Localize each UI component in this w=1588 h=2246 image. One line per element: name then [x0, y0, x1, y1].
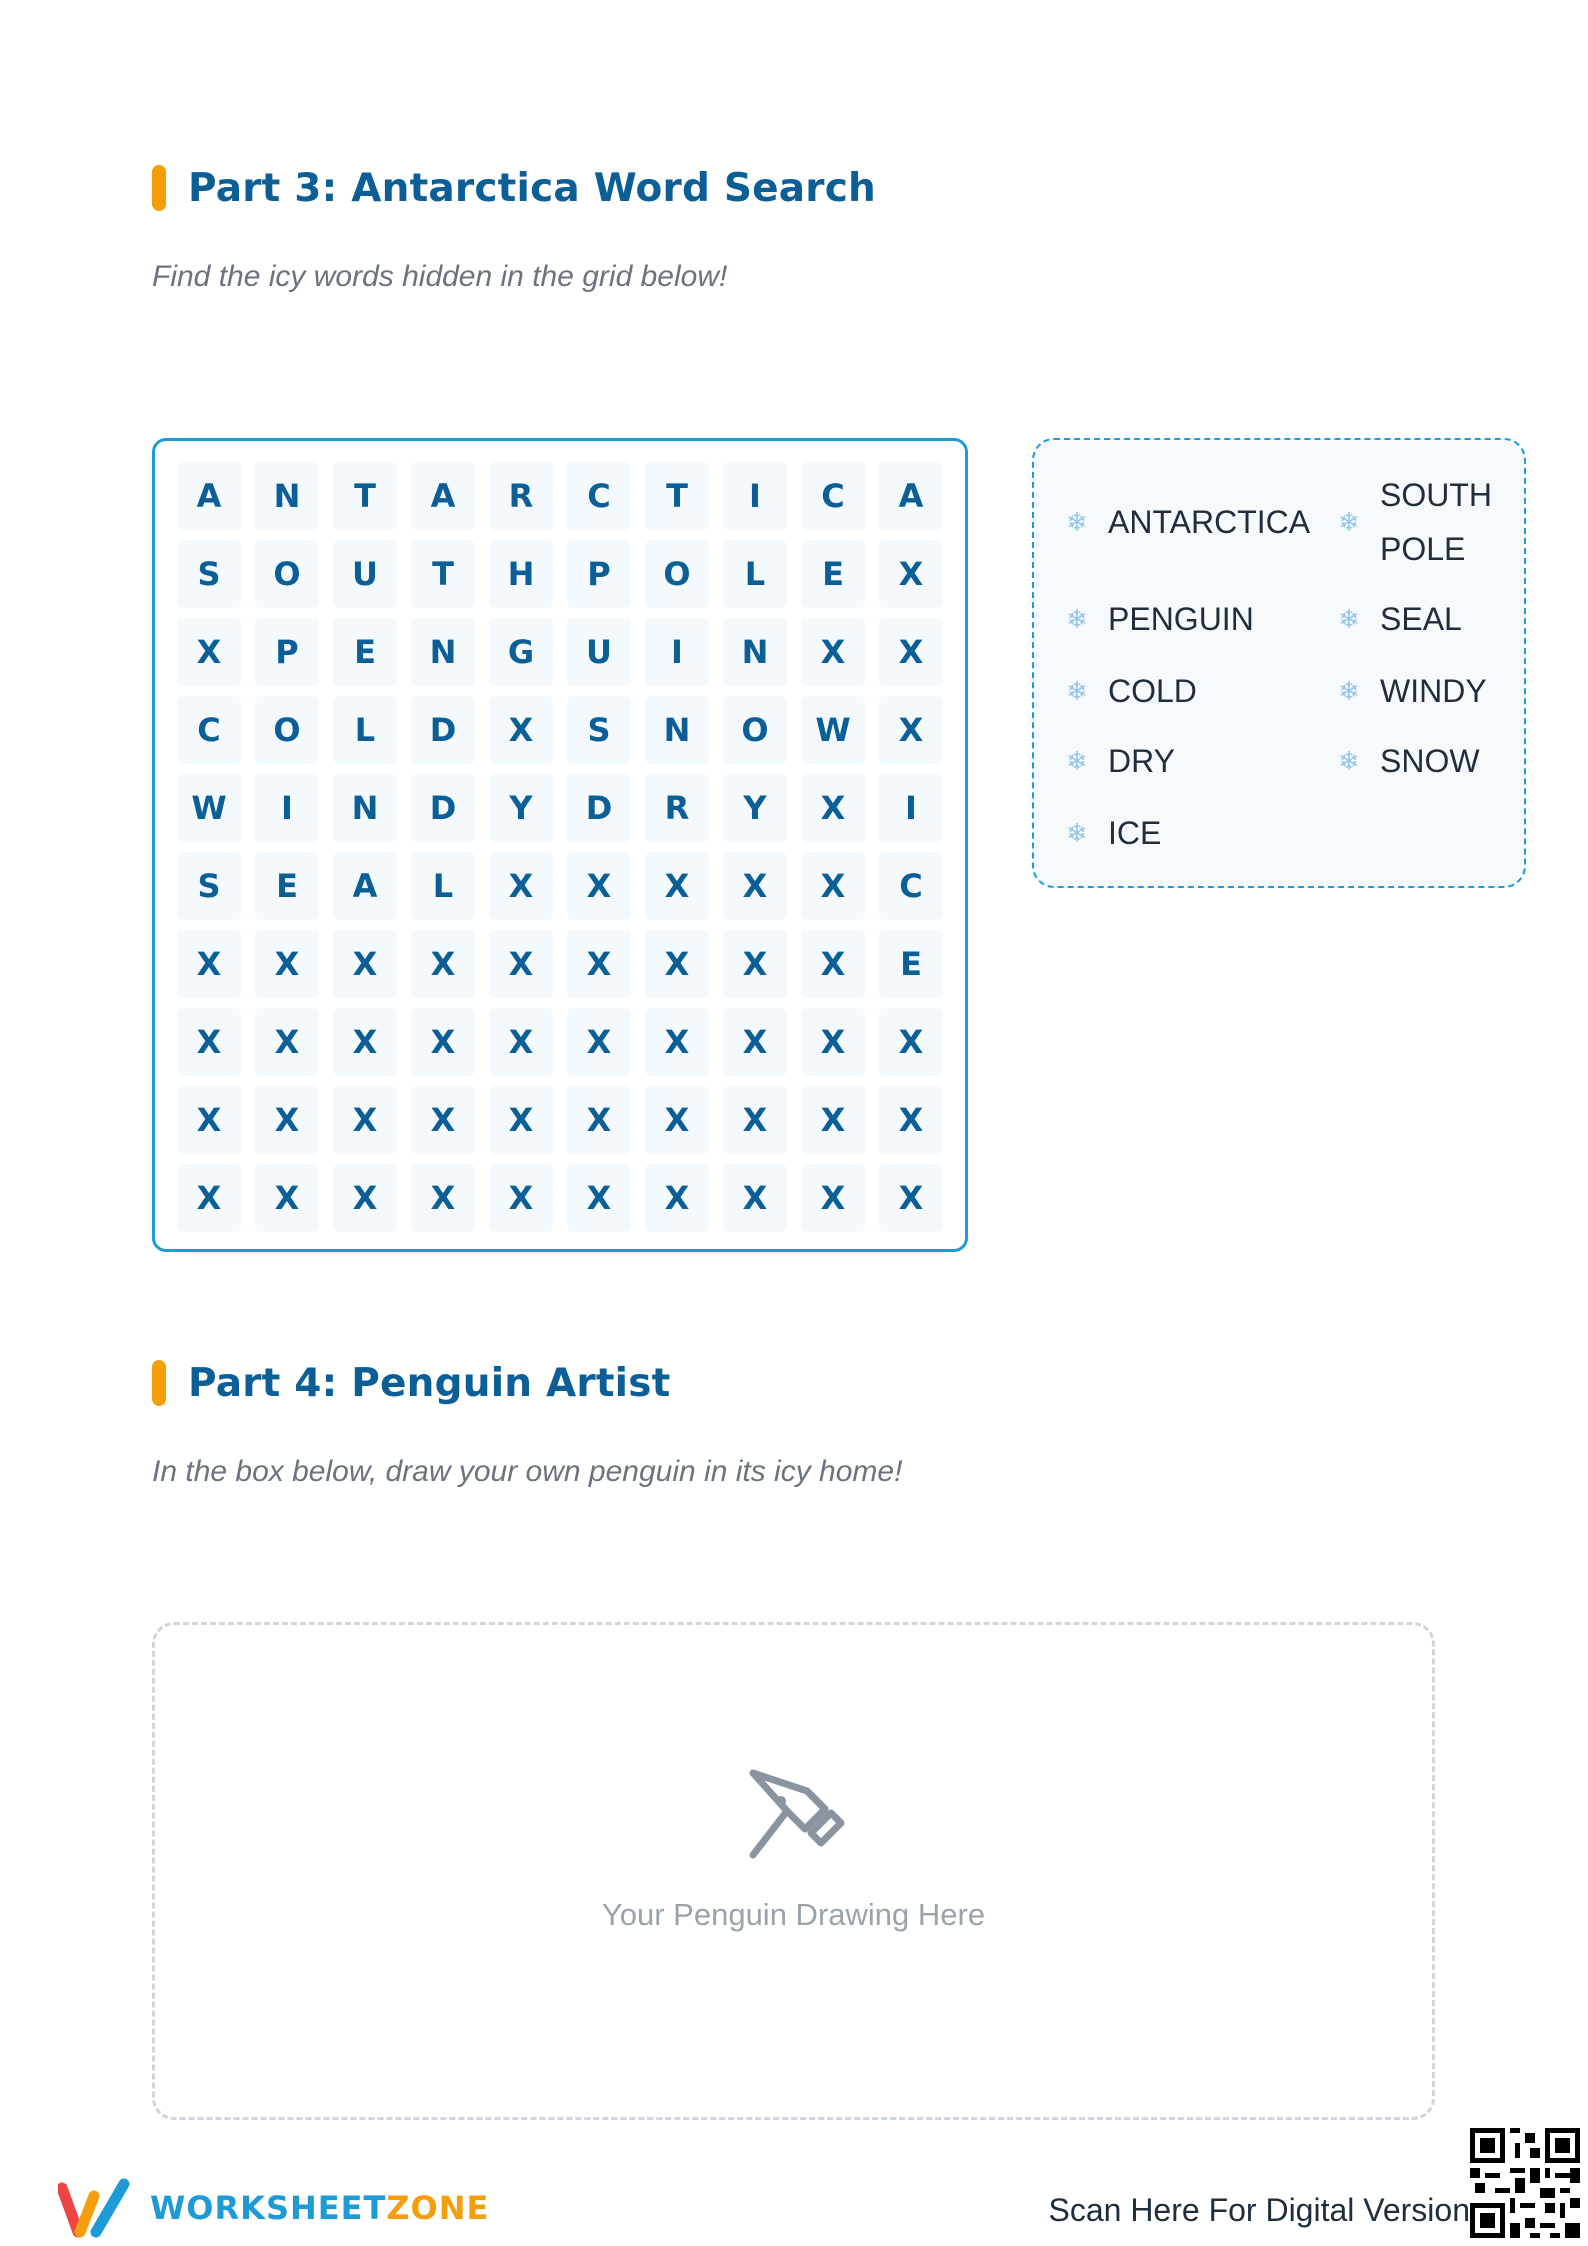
grid-cell[interactable]: N — [645, 696, 709, 764]
snowflake-icon: ❄ — [1338, 675, 1360, 706]
grid-cell[interactable]: W — [801, 696, 865, 764]
grid-cell[interactable]: S — [567, 696, 631, 764]
worksheetzone-logo — [58, 2178, 489, 2238]
grid-cell[interactable]: O — [723, 696, 787, 764]
grid-cell[interactable]: X — [177, 1008, 241, 1076]
grid-cell[interactable]: C — [177, 696, 241, 764]
grid-cell[interactable]: X — [879, 1086, 943, 1154]
word-item: ❄ ANTARCTICA — [1064, 495, 1310, 549]
grid-cell[interactable]: X — [879, 618, 943, 686]
word-item: ❄ SOUTH POLE — [1336, 468, 1516, 576]
scan-instruction: Scan Here For Digital Version — [1048, 2192, 1470, 2228]
grid-cell[interactable]: X — [567, 852, 631, 920]
word-item: ❄ ICE — [1064, 806, 1161, 860]
logo-mark-icon — [58, 2178, 134, 2238]
snowflake-icon: ❄ — [1066, 675, 1088, 706]
grid-cell[interactable]: E — [255, 852, 319, 920]
grid-cell[interactable]: X — [567, 1008, 631, 1076]
grid-cell[interactable]: X — [177, 930, 241, 998]
grid-cell[interactable]: O — [645, 540, 709, 608]
grid-cell[interactable]: X — [333, 1086, 397, 1154]
grid-cell[interactable]: D — [411, 696, 475, 764]
grid-cell[interactable]: X — [645, 930, 709, 998]
grid-cell[interactable]: X — [723, 852, 787, 920]
grid-cell[interactable]: X — [411, 930, 475, 998]
grid-cell[interactable]: X — [567, 1164, 631, 1232]
grid-cell[interactable]: X — [879, 696, 943, 764]
logo-text: WORKSHEETZONE — [150, 2189, 490, 2227]
grid-cell[interactable]: X — [645, 1164, 709, 1232]
grid-cell[interactable]: X — [645, 1008, 709, 1076]
grid-cell[interactable]: T — [411, 540, 475, 608]
word-item: ❄ DRY — [1064, 734, 1175, 788]
grid-cell[interactable]: X — [567, 1086, 631, 1154]
grid-cell[interactable]: A — [879, 462, 943, 530]
title-accent-bar — [152, 1360, 166, 1406]
grid-cell[interactable]: I — [645, 618, 709, 686]
snowflake-icon: ❄ — [1066, 603, 1088, 634]
grid-cell[interactable]: X — [333, 930, 397, 998]
grid-cell[interactable]: Y — [723, 774, 787, 842]
grid-cell[interactable]: C — [801, 462, 865, 530]
grid-cell[interactable]: T — [645, 462, 709, 530]
grid-cell[interactable]: I — [255, 774, 319, 842]
grid-cell[interactable]: U — [333, 540, 397, 608]
snowflake-icon: ❄ — [1066, 817, 1088, 848]
grid-cell[interactable]: E — [879, 930, 943, 998]
grid-cell[interactable]: T — [333, 462, 397, 530]
grid-cell[interactable]: Y — [489, 774, 553, 842]
grid-cell[interactable]: X — [333, 1008, 397, 1076]
grid-cell[interactable]: C — [879, 852, 943, 920]
grid-cell[interactable]: X — [489, 1164, 553, 1232]
grid-cell[interactable]: X — [489, 1086, 553, 1154]
grid-cell[interactable]: X — [177, 1164, 241, 1232]
grid-cell[interactable]: X — [255, 930, 319, 998]
word-item: ❄ SNOW — [1336, 734, 1480, 788]
grid-cell[interactable]: X — [879, 1164, 943, 1232]
grid-cell[interactable]: X — [255, 1086, 319, 1154]
grid-cell[interactable]: O — [255, 696, 319, 764]
grid-cell[interactable]: X — [801, 1086, 865, 1154]
part4-heading — [152, 1360, 671, 1406]
grid-cell[interactable]: N — [723, 618, 787, 686]
drawing-placeholder: Your Penguin Drawing Here — [601, 1897, 986, 1932]
grid-cell[interactable]: X — [801, 618, 865, 686]
word-search-grid — [152, 438, 968, 1252]
word-item: ❄ PENGUIN — [1064, 592, 1254, 646]
grid-cell[interactable]: X — [489, 852, 553, 920]
grid-cell[interactable]: L — [723, 540, 787, 608]
grid-cell[interactable]: X — [411, 1164, 475, 1232]
grid-cell[interactable]: O — [255, 540, 319, 608]
grid-cell[interactable]: X — [723, 1086, 787, 1154]
grid-cell[interactable]: I — [723, 462, 787, 530]
grid-cell[interactable]: R — [489, 462, 553, 530]
grid-cell[interactable]: U — [567, 618, 631, 686]
grid-cell[interactable]: G — [489, 618, 553, 686]
grid-cell[interactable]: D — [411, 774, 475, 842]
grid-cell[interactable]: P — [255, 618, 319, 686]
grid-cell[interactable]: I — [879, 774, 943, 842]
grid-cell[interactable]: X — [801, 1164, 865, 1232]
part3-heading — [152, 165, 876, 211]
grid-cell[interactable]: X — [801, 774, 865, 842]
grid-cell[interactable]: X — [801, 1008, 865, 1076]
part3-subtitle: Find the icy words hidden in the grid below! — [152, 260, 728, 293]
word-item: ❄ COLD — [1064, 664, 1197, 718]
grid-cell[interactable]: A — [177, 462, 241, 530]
word-item: ❄ SEAL — [1336, 592, 1462, 646]
word-list-box — [1032, 438, 1526, 888]
grid-cell[interactable]: X — [801, 930, 865, 998]
grid-cell[interactable]: X — [723, 930, 787, 998]
grid-cell[interactable]: H — [489, 540, 553, 608]
part4-title: Part 4: Penguin Artist — [188, 1360, 671, 1406]
grid-cell[interactable]: X — [567, 930, 631, 998]
grid-cell[interactable]: X — [801, 852, 865, 920]
grid-cell[interactable]: X — [489, 930, 553, 998]
grid-cell[interactable]: X — [177, 1086, 241, 1154]
snowflake-icon: ❄ — [1338, 745, 1360, 776]
grid-cell[interactable]: N — [255, 462, 319, 530]
snowflake-icon: ❄ — [1066, 506, 1088, 537]
snowflake-icon: ❄ — [1338, 603, 1360, 634]
grid-cell[interactable]: X — [723, 1008, 787, 1076]
snowflake-icon: ❄ — [1066, 745, 1088, 776]
grid-cell[interactable]: D — [567, 774, 631, 842]
grid-cell[interactable]: X — [255, 1164, 319, 1232]
grid-cell[interactable]: W — [177, 774, 241, 842]
grid-cell[interactable]: X — [255, 1008, 319, 1076]
grid-cell[interactable]: A — [333, 852, 397, 920]
letter-grid — [177, 462, 943, 1232]
grid-cell[interactable]: X — [645, 1086, 709, 1154]
grid-cell[interactable]: S — [177, 852, 241, 920]
grid-cell[interactable]: A — [411, 462, 475, 530]
grid-cell[interactable]: N — [333, 774, 397, 842]
grid-cell[interactable]: P — [567, 540, 631, 608]
grid-cell[interactable]: X — [645, 852, 709, 920]
snowflake-icon: ❄ — [1338, 506, 1360, 537]
title-accent-bar — [152, 165, 166, 211]
drawing-area[interactable] — [152, 1622, 1435, 2120]
grid-cell[interactable]: E — [801, 540, 865, 608]
grid-cell[interactable]: L — [411, 852, 475, 920]
part4-subtitle: In the box below, draw your own penguin in its icy home! — [152, 1455, 903, 1488]
word-item: ❄ WINDY — [1336, 664, 1487, 718]
grid-cell[interactable]: X — [489, 1008, 553, 1076]
qr-code-icon[interactable] — [1470, 2128, 1580, 2238]
grid-cell[interactable]: X — [333, 1164, 397, 1232]
grid-cell[interactable]: X — [411, 1008, 475, 1076]
grid-cell[interactable]: S — [177, 540, 241, 608]
grid-cell[interactable]: E — [333, 618, 397, 686]
grid-cell[interactable]: X — [723, 1164, 787, 1232]
grid-cell[interactable]: X — [489, 696, 553, 764]
grid-cell[interactable]: C — [567, 462, 631, 530]
grid-cell[interactable]: X — [879, 540, 943, 608]
grid-cell[interactable]: N — [411, 618, 475, 686]
grid-cell[interactable]: X — [879, 1008, 943, 1076]
grid-cell[interactable]: L — [333, 696, 397, 764]
grid-cell[interactable]: X — [177, 618, 241, 686]
grid-cell[interactable]: X — [411, 1086, 475, 1154]
grid-cell[interactable]: R — [645, 774, 709, 842]
pen-nib-icon — [745, 1765, 845, 1865]
part3-title: Part 3: Antarctica Word Search — [188, 165, 877, 211]
